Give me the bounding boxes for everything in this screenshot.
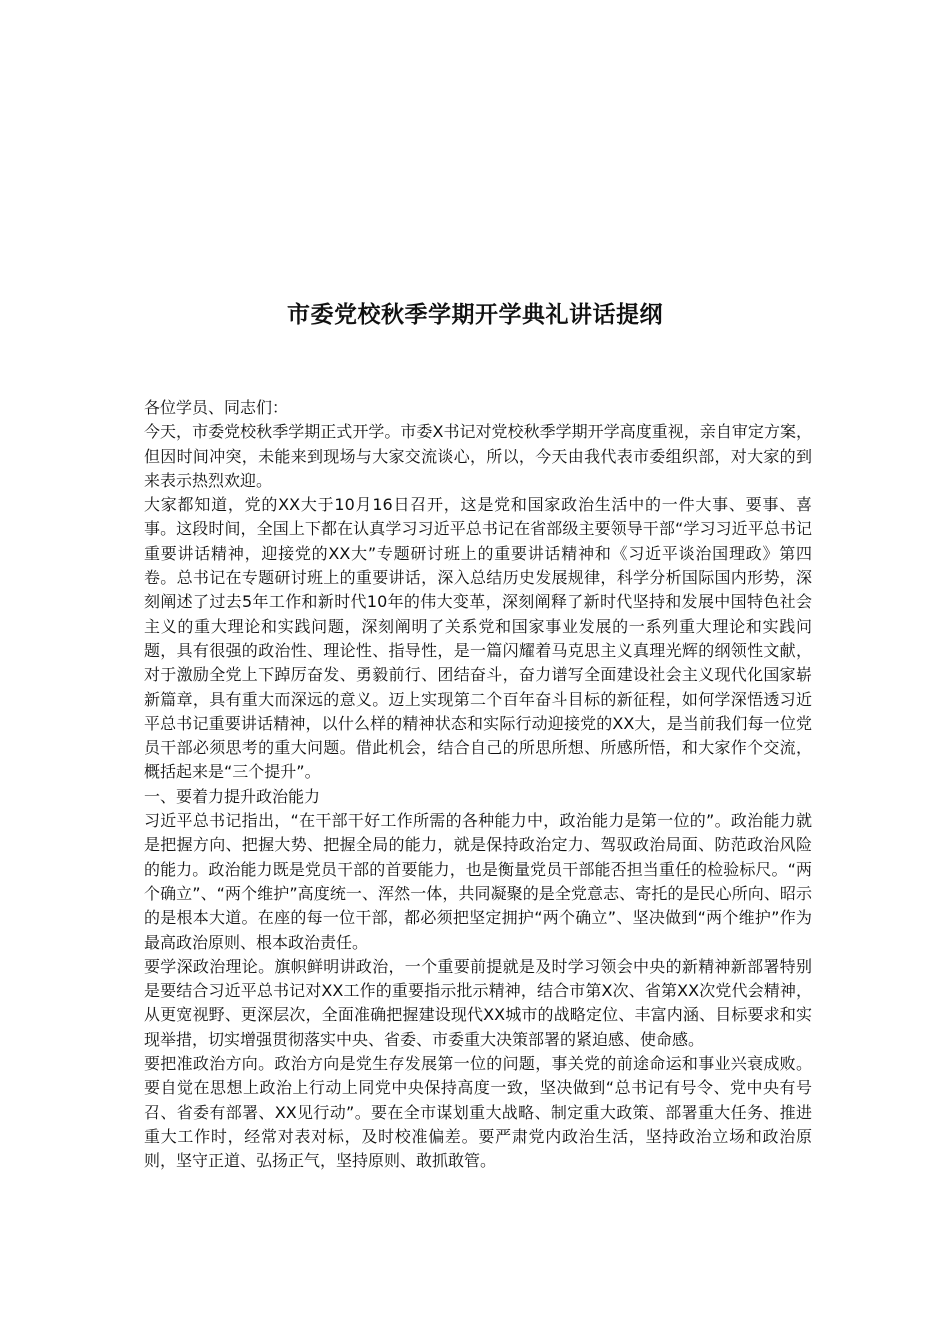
- section-heading: 一、要着力提升政治能力: [144, 786, 321, 806]
- paragraph-context: 大家都知道，党的XX大于10月16日召开，这是党和国家政治生活中的一件大事、要事、喜事。这段时间，全国上下都在认真学习习近平总书记在省部级主要领导干部“学习习近平总书记重要讲话精神，迎接党的XX大”专题研讨班上的重要讲话精神和《习近平谈治国理政》第四卷。总书记在专题研讨班上的重要讲话，深入总结历史发展规律，科学分析国际国内形势，深刻阐述了过去5年工作和新时代10年的伟大变革，深刻阐释了新时代坚持和发展中国特色社会主义的重大理论和实践问题，深刻阐明了关系党和国家事业发展的一系列重大理论和实践问题，具有很强的政治性、理论性、指导性，是一篇闪耀着马克思主义真理光辉的纲领性文献，对于激励全党上下踔厉奋发、勇毅前行、团结奋斗，奋力谱写全面建设社会主义现代化国家崭新篇章，具有重大而深远的意义。迈上实现第二个百年奋斗目标的新征程，如何学深悟透习近平总书记重要讲话精神，以什么样的精神状态和实际行动迎接党的XX大，是当前我们每一位党员干部必须思考的重大问题。借此机会，结合自己的所思所想、所感所悟，和大家作个交流，概括起来是“三个提升”。: [144, 495, 812, 782]
- document-title: 市委党校秋季学期开学典礼讲话提纲: [287, 302, 663, 329]
- paragraph-opening: 今天，市委党校秋季学期正式开学。市委X书记对党校秋季学期开学高度重视，亲自审定方案，但因时间冲突，未能来到现场与大家交流谈心，所以，今天由我代表市委组织部，对大家的到来表示热烈欢迎。: [144, 422, 812, 490]
- paragraph-political-ability: 习近平总书记指出，“在干部干好工作所需的各种能力中，政治能力是第一位的”。政治能力就是把握方向、把握大势、把握全局的能力，就是保持政治定力、驾驭政治局面、防范政治风险的能力。政治能力既是党员干部的首要能力，也是衡量党员干部能否担当重任的检验标尺。“两个确立”、“两个维护”高度统一、浑然一体，共同凝聚的是全党意志、寄托的是民心所向、昭示的是根本大道。在座的每一位干部，都必须把坚定拥护“两个确立”、坚决做到“两个维护”作为最高政治原则、根本政治责任。: [144, 811, 812, 952]
- paragraph-political-direction: 要把准政治方向。政治方向是党生存发展第一位的问题，事关党的前途命运和事业兴衰成败。要自觉在思想上政治上行动上同党中央保持高度一致，坚决做到“总书记有号令、党中央有号召、省委有部署、XX见行动”。要在全市谋划重大战略、制定重大政策、部署重大任务、推进重大工作时，经常对表对标，及时校准偏差。要严肃党内政治生活，坚持政治立场和政治原则，坚守正道、弘扬正气，坚持原则、敢抓敢管。: [144, 1054, 812, 1171]
- paragraph-political-theory: 要学深政治理论。旗帜鲜明讲政治，一个重要前提就是及时学习领会中央的新精神新部署特别是要结合习近平总书记对XX工作的重要指示批示精神，结合市第X次、省第XX次党代会精神，从更宽视野、更深层次，全面准确把握建设现代XX城市的战略定位、丰富内涵、目标要求和实现举措，切实增强贯彻落实中央、省委、市委重大决策部署的紧迫感、使命感。: [144, 956, 812, 1049]
- salutation: 各位学员、同志们：: [144, 398, 289, 417]
- document-body: [144, 396, 812, 1174]
